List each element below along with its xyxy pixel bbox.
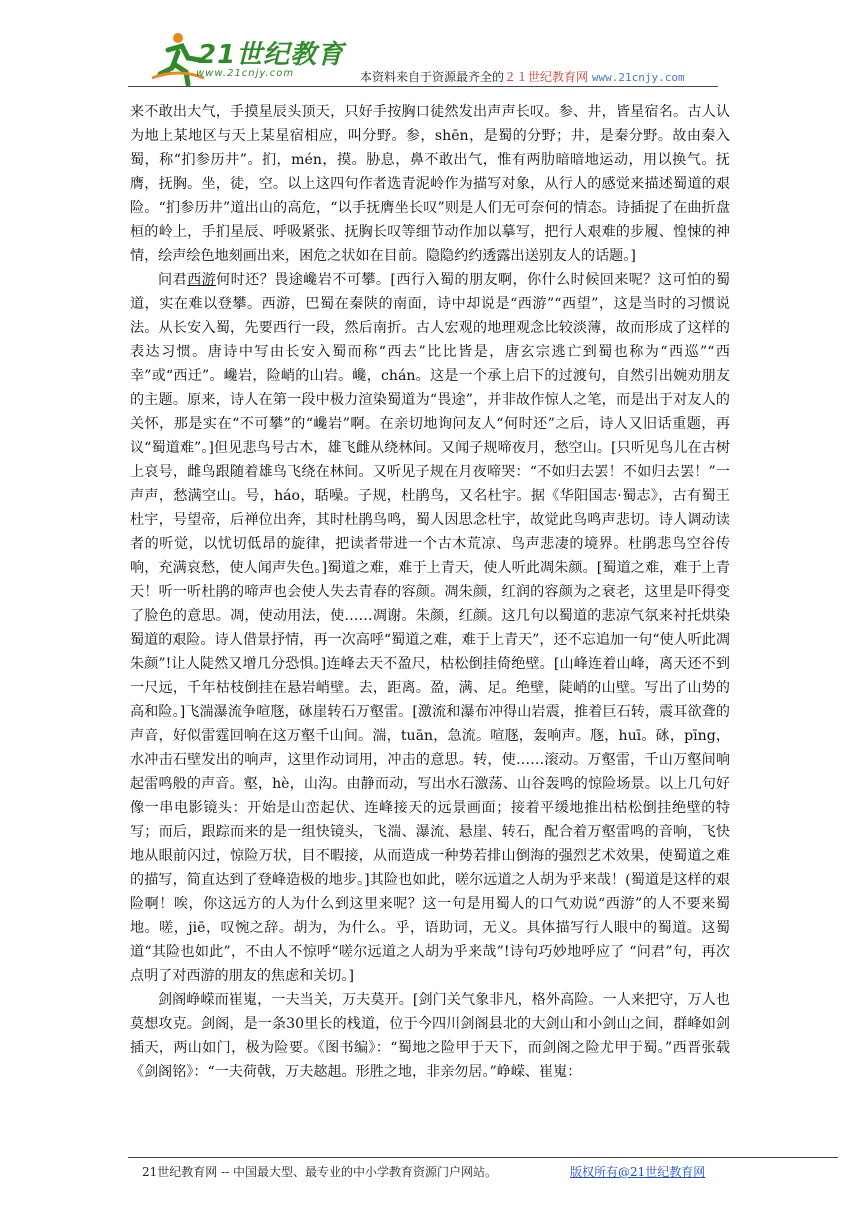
underlined-term-xiyou: 西游 bbox=[187, 272, 217, 288]
footer-slogan: 21世纪教育网 -- 中国最大型、最专业的中小学教育资源门户网站。 bbox=[142, 1165, 498, 1179]
page-header bbox=[0, 0, 860, 95]
logo-url: www.21cnjy.com bbox=[196, 68, 295, 79]
footer-copyright-link[interactable]: 版权所有@21世纪教育网 bbox=[570, 1165, 706, 1179]
header-note-prefix: 本资料来自于资源最齐全的 bbox=[360, 70, 505, 84]
logo-title: 21世纪教育 bbox=[198, 40, 345, 70]
site-logo[interactable] bbox=[148, 28, 348, 88]
paragraph-1: 来不敢出大气，手摸星辰头顶天，只好手按胸口徒然发出声声长叹。参、井，皆星宿名。古人认为地上某地区与天上某星宿相应，叫分野。参，shēn，是蜀的分野；井，是秦分野。故由秦入蜀，称“扪参历井”。扪，mén，摸。胁息，鼻不敢出气，惟有两肋暗暗地运动，用以换气。抚膺，抚胸。坐，徒，空。以上这四句作者选青泥岭作为描写对象，从行人的感觉来描述蜀道的艰险。“扪参历井”道出山的高危，“以手抚膺坐长叹”则是人们无可奈何的情态。诗插捉了在曲折盘桓的岭上，手扪星辰、呼吸紧张、抚胸长叹等细节动作加以摹写，把行人艰难的步履、惶悚的神情，绘声绘色地刻画出来，困危之状如在目前。隐隐约约透露出送别友人的话题。] bbox=[130, 104, 730, 264]
header-note-url[interactable]: www.21cnjy.com bbox=[591, 71, 685, 84]
paragraph-2-body: 何时还？畏途巉岩不可攀。[西行入蜀的朋友啊，你什么时候回来呢？这可怕的蜀道，实在难以登攀。西游，巴蜀在秦陕的南面，诗中却说是“西游”“西望”，这是当时的习惯说法。从长安入蜀，先要西行一段，然后南折。古人宏观的地理观念比较淡薄，故而形成了这样的表达习惯。唐诗中写由长安入蜀而称“西去”比比皆是，唐玄宗逃亡到蜀也称为“西巡”“西幸”或“西迁”。巉岩，险峭的山岩。巉，chán。这是一个承上启下的过渡句，自然引出婉劝朋友的主题。原来，诗人在第一段中极力渲染蜀道为“畏途”，并非故作惊人之笔，而是出于对友人的关怀，那是实在“不可攀”的“巉岩”啊。在亲切地询问友人“何时还”之后，诗人又旧话重题，再议“蜀道难”。]但见悲鸟号古木，雄飞雌从绕林间。又闻子规啼夜月，愁空山。[只听见鸟儿在古树上哀号，雌鸟跟随着雄鸟飞绕在林间。又听见子规在月夜啼哭：“不如归去罢！不如归去罢！”一声声，愁满空山。号，háo，聒噪。子规，杜鹃鸟，又名杜宇。据《华阳国志·蜀志》，古有蜀王杜宇，号望帝，后禅位出奔，其时杜鹃鸟鸣，蜀人因思念杜宇，故觉此鸟鸣声悲切。诗人调动读者的听觉，以忧切低昂的旋律，把读者带进一个古木荒凉、鸟声悲凄的境界。杜鹃悲鸟空谷传响，充满哀愁，使人闻声失色。]蜀道之难，难于上青天，使人听此凋朱颜。[蜀道之难，难于上青天！听一听杜鹃的啼声也会使人失去青春的容颜。凋朱颜，红润的容颜为之衰老，这里是吓得变了脸色的意思。凋，使动用法，使……凋谢。朱颜，红颜。这几句以蜀道的悲凉气氛来衬托烘染蜀道的艰险。诗人借景抒情，再一次高呼“蜀道之难，难于上青天”，还不忘追加一句“使人听此凋朱颜”!让人陡然又增几分恐惧。]连峰去天不盈尺，枯松倒挂倚绝壁。[山峰连着山峰，离天还不到一尺远，千年枯枝倒挂在悬岩峭壁。去，距离。盈，满、足。绝壁，陡峭的山壁。写出了山势的高和险。]飞湍瀑流争喧豗，砯崖转石万壑雷。[激流和瀑布冲得山岩震，推着巨石转，震耳欲聋的声音，好似雷霆回响在这万壑千山间。湍，tuān，急流。喧豗，轰响声。豗，huī。砯，pīng，水冲击石壁发出的响声，这里作动词用，冲击的意思。转，使……滚动。万壑雷，千山万壑间响起雷鸣般的声音。壑，hè，山沟。由静而动，写出水石激荡、山谷轰鸣的惊险场景。以上几句好像一串电影镜头：开始是山峦起伏、连峰接天的远景画面；接着平缓地推出枯松倒挂绝壁的特写；而后，跟踪而来的是一组快镜头，飞湍、瀑流、悬崖、转石，配合着万壑雷鸣的音响，飞快地从眼前闪过，惊险万状，目不暇接，从而造成一种势若排山倒海的强烈艺术效果，使蜀道之难的描写，简直达到了登峰造极的地步。]其险也如此，嗟尔远道之人胡为乎来哉！(蜀道是这样的艰险啊！唉，你这远方的人为什么到这里来呢？这一句是用蜀人的口气劝说“西游”的人不要来蜀地。嗟，jiē，叹惋之辞。胡为，为什么。乎，语助词，无义。具体描写行人眼中的蜀道。这蜀道“其险也如此”，不由人不惊呼“嗟尔远道之人胡为乎来哉”!诗句巧妙地呼应了 “问君”句，再次点明了对西游的朋友的焦虑和关切。] bbox=[130, 272, 731, 984]
paragraph-2-lead: 问君 bbox=[158, 272, 188, 288]
footer-divider bbox=[128, 1157, 838, 1158]
header-note-site[interactable]: ２１世纪教育网 bbox=[504, 70, 589, 84]
header-divider bbox=[128, 86, 718, 87]
document-body bbox=[130, 100, 730, 1084]
paragraph-2 bbox=[130, 268, 730, 988]
header-note bbox=[360, 68, 685, 85]
paragraph-3: 剑阁峥嵘而崔嵬，一夫当关，万夫莫开。[剑门关气象非凡，格外高险。一人来把守，万人也莫想攻克。剑阁，是一条30里长的栈道，位于今四川剑阁县北的大剑山和小剑山之间，群峰如剑插天，两山如门，极为险要。《图书编》：“蜀地之险甲于天下，而剑阁之险尤甲于蜀。”西晋张载《剑阁铭》：“一夫荷戟，万夫趑趄。形胜之地，非亲勿居。”峥嵘、崔嵬： bbox=[130, 992, 730, 1080]
